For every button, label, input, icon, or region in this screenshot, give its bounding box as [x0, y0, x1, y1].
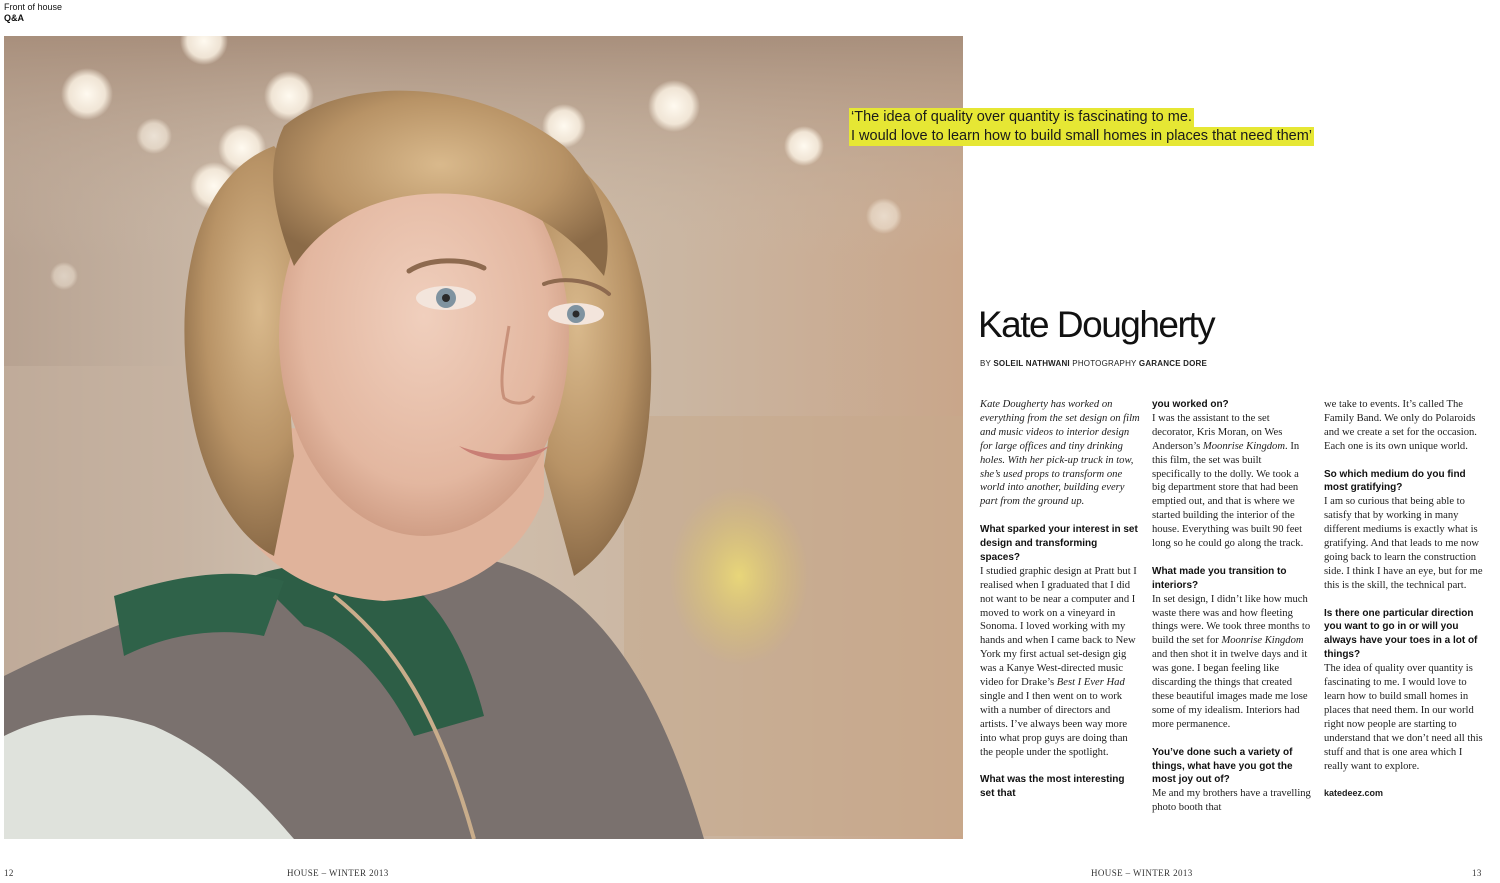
answer-3: In set design, I didn’t like how much waste there was and how fleeting things were. We took three months to build the set for Moonrise Kingdom and then shot it in twelve days and it was gone. I began feeling like discarding the things that created these beautiful images made me lose some of my idealism. Interiors had more permanence.: [1152, 593, 1311, 730]
section-name: Front of house: [4, 2, 63, 12]
answer-5: I am so curious that being able to satisfy that by working in many different mediums is exactly what is gratifying. And that leads to me now going back to learn the construction side. I think I have an eye, but for me this is the skill, the technical part.: [1324, 496, 1483, 591]
portrait-photo: [4, 36, 963, 839]
pull-quote-line-1: ‘The idea of quality over quantity is fascinating to me.: [851, 109, 1192, 125]
section-label: [4, 2, 62, 24]
answer-4-start: Me and my brothers have a travelling photo booth that: [1152, 788, 1311, 814]
footer-title-left: HOUSE – WINTER 2013: [287, 868, 389, 878]
byline-photo-label: PHOTOGRAPHY: [1072, 359, 1137, 368]
page-number-left: 12: [4, 868, 14, 878]
byline-photographer: GARANCE DORE: [1138, 359, 1208, 368]
answer-4-end: we take to events. It’s called The Family Band. We only do Polaroids and we create a set for the occasion. Each one is its own unique world.: [1324, 399, 1477, 452]
question-4: You’ve done such a variety of things, what have you got the most joy out of?: [1152, 746, 1293, 786]
question-1: What sparked your interest in set design and transforming spaces?: [980, 524, 1138, 563]
byline-author: SOLEIL NATHWANI: [993, 359, 1070, 368]
question-2-start: What was the most interesting set that: [980, 774, 1125, 800]
article-column-1: [980, 398, 1140, 801]
website-link[interactable]: katedeez.com: [1324, 788, 1384, 799]
answer-1: I studied graphic design at Pratt but I realised when I graduated that I did not want to be near a computer and I moved to work on a vineyard in Sonoma. I loved working with my hands and when I came back to New York my first actual set-design gig was a Kanye West-directed music video for Drake’s Best I Ever Had single and I then went on to work with a number of directors and artists. I’ve always been way more into what prop guys are doing than the people under the spotlight.: [980, 565, 1137, 758]
article-column-2: [1152, 398, 1312, 829]
question-2-end: you worked on?: [1152, 399, 1229, 410]
page-number-right: 13: [1472, 868, 1482, 878]
article-headline: Kate Dougherty: [978, 304, 1215, 345]
question-6: Is there one particular direction you want to go in or will you always have your toes in a lot of things?: [1324, 607, 1478, 661]
article-intro: Kate Dougherty has worked on everything from the set design on film and music videos to interior design for large offices and tiny drinking holes. With her pick-up truck in tow, she’s used props to transform one world into another, building every part from the ground up.: [980, 399, 1140, 508]
question-3: What made you transition to interiors?: [1152, 565, 1287, 591]
answer-6: The idea of quality over quantity is fascinating to me. I would love to learn how to build small homes in places that need them. In our world right now people are starting to understand that we don’t need all this stuff and that is one area which I really want to explore.: [1324, 663, 1483, 772]
pull-quote-line-2: I would love to learn how to build small homes in places that need them’: [851, 128, 1313, 144]
answer-2: I was the assistant to the set decorator, Kris Moran, on Wes Anderson’s Moonrise Kingdom. In this film, the set was built specifically to the dolly. We took a big department store that had been emptied out, and that is where we started building the interior of the house. Everything was built 90 feet long so he could go along the track.: [1152, 412, 1304, 550]
question-5: So which medium do you find most gratifying?: [1324, 468, 1466, 494]
pull-quote: [849, 108, 1314, 146]
byline-by: BY: [980, 359, 991, 368]
byline: [980, 359, 1207, 368]
section-subname: Q&A: [4, 13, 24, 23]
footer-title-right: HOUSE – WINTER 2013: [1091, 868, 1193, 878]
article-column-3: [1324, 398, 1484, 815]
